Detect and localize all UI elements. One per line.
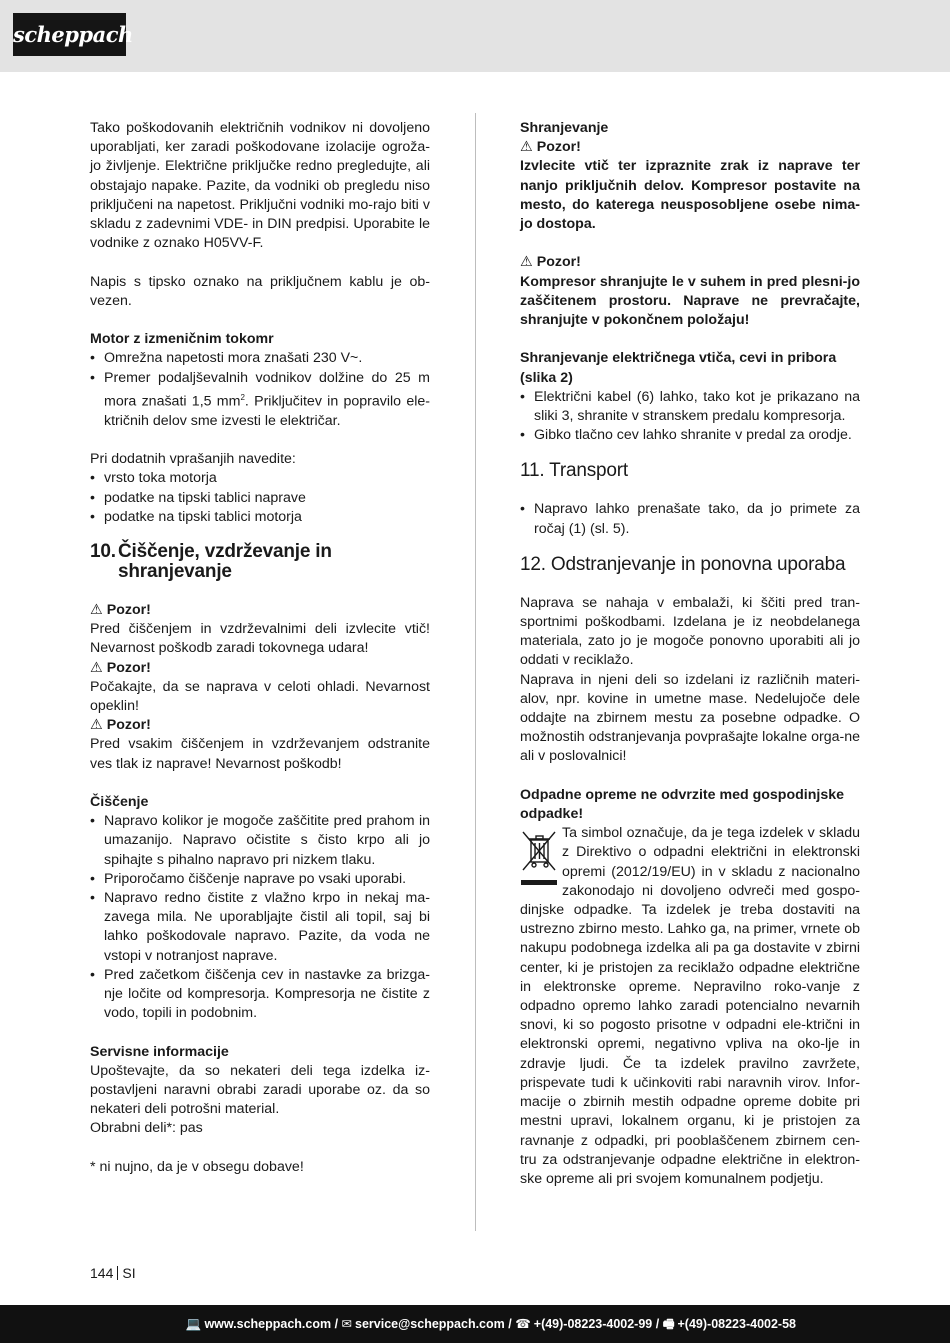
service-text: Upoštevajte, da so nekateri deli tega izdelka iz-postavljeni naravni obrabi zaradi uporabe oz. da so nekateri deli potrošni material. [90,1062,430,1118]
warning-icon: ⚠ [90,717,103,734]
website-link[interactable]: www.scheppach.com [204,1317,332,1331]
warning-icon: ⚠ [90,659,103,676]
section-number: 10. [90,540,116,562]
warning-label: ⚠ Pozor! [520,253,860,272]
cleaning-heading: Čiščenje [90,793,149,810]
disposal-paragraph-1: Naprava se nahaja v embalaži, ki ščiti pred tran-sportnimi poškodbami. Izdelana je iz neobdelanega materiala, zato jo je mogoče ponovno uporabiti ali jo oddati v reciklažo. [520,594,860,669]
disposal-paragraph-2: Naprava in njeni deli so izdelani iz različnih materi-alov, npr. kovine in umetne mase. Nedelujoče dele oddajte na zbirnem mestu za posebne odpadke. O možnostih odstranjevanja povprašajte lokalne orga-ne ali v poslovalnici! [520,671,860,765]
list-item: • Napravo kolikor je mogoče zaščitite pred prahom in umazanijo. Napravo očistite s čisto krpo ali jo spihajte s pihalno napravo pri nizkem tlaku. [90,812,430,870]
page-number-block [90,1265,136,1281]
storage-warning-1: Izvlecite vtič ter izpraznite zrak iz naprave ter nanjo priključnih delov. Kompresor postavite na mesto, do katerega neusposobljene osebe nima-jo dostopa. [520,158,860,233]
warning-label: ⚠ Pozor! [520,138,860,157]
brand-logo: scheppach [13,13,126,56]
list-item: • Priporočamo čiščenje naprave po vsaki uporabi. [90,870,430,889]
warning-icon: ⚠ [520,254,533,271]
label-note-paragraph: Napis s tipsko oznako na priključnem kablu je ob-vezen. [90,273,430,309]
computer-icon: 💻 [185,1317,202,1331]
weee-block [520,824,860,1189]
plug-storage-list [520,388,860,446]
list-item: • podatke na tipski tablici naprave [90,489,430,508]
list-item: • Omrežna napetosti mora znašati 230 V~. [90,349,430,368]
section-11-heading: 11. Transport [520,460,628,482]
transport-list [520,500,860,538]
service-heading: Servisne informacije [90,1043,229,1060]
warning-label: ⚠ Pozor! [90,601,430,620]
cable-intro-paragraph: Tako poškodovanih električnih vodnikov ni dovoljeno uporabljati, ker zaradi poškodovane izolacije ogroža-jo življenje. Električne priključke redno pregledujte, ali obstajajo napake. Pazite, da vodniki ob pregledu niso priključeni na napetost. Priključni vodniki mo-rajo biti v skladu z zadevnimi VDE- in DIN predpisi. Uporabite le vodnike z oznako H05VV-F. [90,120,430,252]
footnote: * ni nujno, da je v obsegu dobave! [90,1158,304,1175]
crossed-bin-icon [520,828,558,888]
questions-intro: Pri dodatnih vprašanjih navedite: [90,451,296,468]
left-column [90,119,430,1177]
list-item: • Gibko tlačno cev lahko shranite v predal za orodje. [520,426,860,445]
section-12-heading: 12. Odstranjevanje in ponovna uporaba [520,553,846,575]
motor-list [90,349,430,431]
section-title: Čiščenje, vzdrževanje in shranjevanje [118,540,332,582]
warning-label: ⚠ Pozor! [90,716,430,735]
contact-footer: 💻 www.scheppach.com / ✉ service@scheppach.com / ☎ +(49)-08223-4002-99 / 🖷 +(49)-08223-4002-58 [0,1305,950,1343]
list-item: • Električni kabel (6) lahko, tako kot je prikazano na sliki 3, shranite v stranskem predalu kompresorja. [520,388,860,426]
storage-heading: Shranjevanje [520,120,609,136]
warning-text: Počakajte, da se naprava v celoti ohladi. Nevarnost opeklin! [90,678,430,714]
warning-icon: ⚠ [90,601,103,618]
page-header [0,0,950,72]
phone-icon: ☎ [515,1317,531,1331]
column-divider [475,113,476,1231]
storage-warning-2: Kompresor shranjujte le v suhem in pred plesni-jo zaščitenem prostoru. Naprave ne prevračajte, shranjujte v pokončnem položaju! [520,273,860,329]
weee-heading: Odpadne opreme ne odvrzite med gospodinjske odpadke! [520,786,845,823]
wear-parts: Obrabni deli*: pas [90,1120,203,1137]
list-item: • podatke na tipski tablici motorja [90,508,430,527]
list-item: • Napravo redno čistite z vlažno krpo in nekaj ma-zavega mila. Ne uporabljajte čistil ali topil, saj bi lahko poškodovale napravo. Pazite, da voda ne vstopi v notranjost naprave. [90,889,430,966]
warning-icon: ⚠ [520,139,533,156]
warning-label: ⚠ Pozor! [90,659,430,678]
fax-number: +(49)-08223-4002-58 [677,1317,796,1331]
cleaning-list [90,812,430,1023]
list-item: • Napravo lahko prenašate tako, da jo primete za ročaj (1) (sl. 5). [520,500,860,538]
section-10-heading [90,542,430,582]
language-code: SI [122,1265,136,1281]
questions-list [90,469,430,527]
plug-storage-heading: Shranjevanje električnega vtiča, cevi in pribora (slika 2) [520,350,837,386]
motor-heading: Motor z izmeničnim tokomr [90,331,274,348]
warning-text: Pred vsakim čiščenjem in vzdrževanjem odstranite ves tlak iz naprave! Nevarnost poškodb! [90,736,430,772]
right-column [520,119,860,1189]
weee-text: Ta simbol označuje, da je tega izdelek v skladu z Direktivo o odpadni električni in elektronski opremi (2012/19/EU) in v skladu z nacionalno zakonodajo ni dovoljeno odvreči med gospo-dinjske odpadke. Ta izdelek je treba dostaviti na ustrezno zbirno mesto. Lahko ga, na primer, vrnete ob nakupu podobnega izdelka ali pa ga dostavite v zbirni center, ki je pristojen za reciklažo odpadne električne in elektronske opreme. Nepravilno roko-vanje z odpadno opremo lahko zaradi potencialno nevarnih snovi, ki so pogosto prisotne v odpadni ele-ktrični in elektronski opremi, negativno vpliva na oko-lje in zdravje ljudi. Če ta izdelek pravilno zavržete, prispevate tudi k učinkoviti rabi naravnih virov. Infor-macije o zbirnih mestih odpadne opreme dobite pri mestni upravi, lokalnem organu, ki je pristojen za ravnanje z odpadki, pri pooblaščenem zbirnem cen-tru za odstranjevanje odpadne električne in elektron-ske opreme ali pri svojem komunalnem podjetju. [520,825,860,1187]
list-item: • Pred začetkom čiščenja cev in nastavke za brizga-nje ločite od kompresorja. Kompresorja ne čistite z vodo, topili in podobnim. [90,966,430,1024]
email-link[interactable]: service@scheppach.com [355,1317,505,1331]
warning-text: Pred čiščenjem in vzdrževalnimi deli izvlecite vtič! Nevarnost poškodb zaradi tokovnega udara! [90,621,430,657]
page-number: 144 [90,1265,114,1281]
list-item: • Premer podaljševalnih vodnikov dolžine do 25 m mora znašati 1,5 $mm^2$. Priključitev in popravilo ele-ktričnih delov sme izvesti le električar. [90,369,430,431]
list-item: • vrsto toka motorja [90,469,430,488]
fax-icon: 🖷 [662,1317,675,1331]
mail-icon: ✉ [341,1317,352,1331]
phone-number: +(49)-08223-4002-99 [533,1317,653,1331]
